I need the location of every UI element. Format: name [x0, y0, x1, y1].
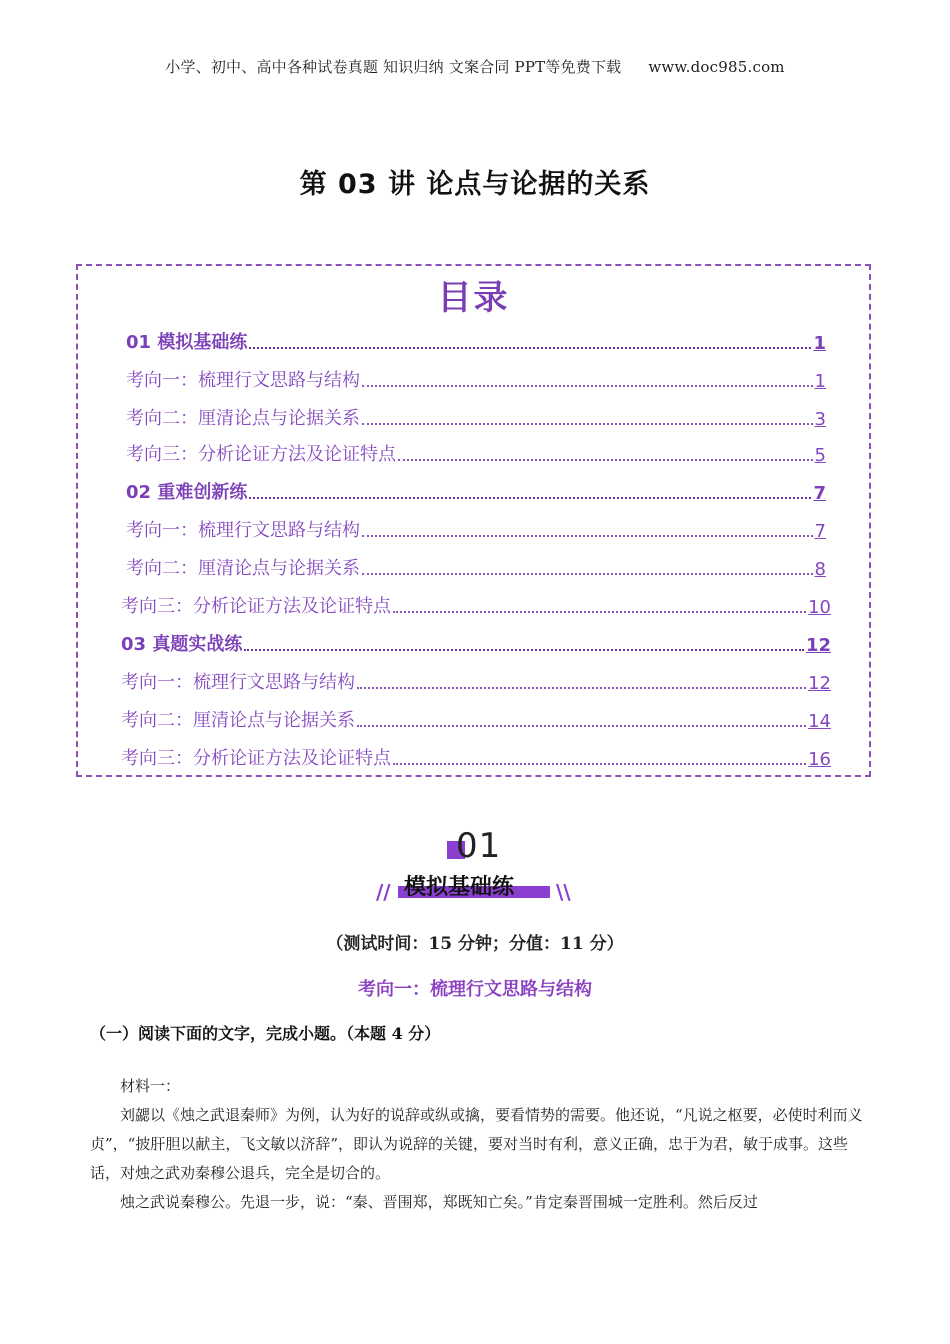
- toc-dots: [249, 346, 811, 349]
- toc-entry-page[interactable]: 12: [805, 635, 831, 656]
- toc-entry-label: 考向一：梳理行文思路与结构: [126, 520, 360, 541]
- question-heading: （一）阅读下面的文字，完成小题。（本题 4 分）: [90, 1024, 441, 1043]
- toc-entry-page[interactable]: 8: [814, 559, 826, 580]
- toc-entry[interactable]: [121, 670, 831, 694]
- toc-entry-page[interactable]: 1: [814, 371, 826, 392]
- toc-dots: [244, 648, 804, 651]
- toc-entry[interactable]: [121, 632, 831, 656]
- toc-entry-page[interactable]: 5: [814, 445, 826, 466]
- toc-dots: [393, 762, 806, 765]
- toc-entry-page[interactable]: 16: [808, 749, 831, 770]
- toc-dots: [398, 458, 813, 461]
- toc-dots: [362, 384, 813, 387]
- toc-dots: [249, 496, 811, 499]
- toc-entry[interactable]: [126, 368, 826, 392]
- test-info: （测试时间：15 分钟；分值：11 分）: [326, 934, 624, 954]
- toc-entry-label: 考向一：梳理行文思路与结构: [121, 672, 355, 693]
- toc-entry-label: 考向三：分析论证方法及论证特点: [121, 596, 391, 617]
- toc-entry[interactable]: [126, 518, 826, 542]
- section-badge: [0, 826, 950, 906]
- toc-entry-page[interactable]: 10: [808, 597, 831, 618]
- page-title: 第 03 讲 论点与论据的关系: [299, 169, 651, 200]
- toc-entry[interactable]: [121, 708, 831, 732]
- table-of-contents: [76, 264, 871, 777]
- toc-title: 目录: [437, 278, 510, 318]
- toc-entry[interactable]: [126, 330, 826, 354]
- toc-entry[interactable]: [126, 480, 826, 504]
- toc-entry-page[interactable]: 7: [813, 483, 826, 504]
- decor-slash-right: \\: [556, 880, 571, 904]
- direction-heading: 考向一：梳理行文思路与结构: [358, 979, 592, 1000]
- section-number: 01: [456, 826, 502, 866]
- toc-entry-label: 03 真题实战练: [121, 634, 243, 655]
- toc-dots: [357, 686, 806, 689]
- page-header: [0, 56, 950, 77]
- toc-entry-label: 考向三：分析论证方法及论证特点: [121, 748, 391, 769]
- toc-entry-label: 考向二：厘清论点与论据关系: [126, 408, 360, 429]
- material-paragraph: 刘勰以《烛之武退秦师》为例，认为好的说辞或纵或擒，要看情势的需要。他还说，“凡说之枢要，必使时利而义贞”，“披肝胆以献主，飞文敏以济辞”，即认为说辞的关键，要对当时有利，意义正确，忠于为君，敏于成事。这些话，对烛之武劝秦穆公退兵，完全是切合的。: [90, 1106, 863, 1182]
- toc-dots: [362, 422, 813, 425]
- material-label: 材料一：: [120, 1077, 181, 1095]
- material-text: [90, 1072, 870, 1217]
- toc-entry-page[interactable]: 7: [814, 521, 826, 542]
- toc-entry[interactable]: [126, 442, 826, 466]
- toc-dots: [393, 610, 806, 613]
- toc-dots: [362, 572, 813, 575]
- toc-entry-page[interactable]: 3: [814, 409, 826, 430]
- toc-entry-label: 01 模拟基础练: [126, 332, 248, 353]
- decor-slash-left: //: [376, 880, 391, 904]
- toc-entry-page[interactable]: 12: [808, 673, 831, 694]
- toc-entry-label: 考向二：厘清论点与论据关系: [121, 710, 355, 731]
- toc-entry-page[interactable]: 14: [808, 711, 831, 732]
- toc-entry[interactable]: [121, 746, 831, 770]
- header-url[interactable]: www.doc985.com: [648, 58, 785, 76]
- toc-entry-label: 考向一：梳理行文思路与结构: [126, 370, 360, 391]
- header-text: 小学、初中、高中各种试卷真题 知识归纳 文案合同 PPT等免费下载: [165, 58, 622, 76]
- toc-entry[interactable]: [126, 556, 826, 580]
- material-paragraph: 烛之武说秦穆公。先退一步，说：“秦、晋围郑，郑既知亡矣。”肯定秦晋围城一定胜利。然后反过: [120, 1193, 758, 1211]
- toc-dots: [357, 724, 806, 727]
- toc-entry[interactable]: [126, 406, 826, 430]
- toc-entry-label: 考向三：分析论证方法及论证特点: [126, 444, 396, 465]
- toc-dots: [362, 534, 813, 537]
- toc-entry-page[interactable]: 1: [813, 333, 826, 354]
- section-label: 模拟基础练: [404, 875, 515, 900]
- toc-entry-label: 02 重难创新练: [126, 482, 248, 503]
- toc-entry-label: 考向二：厘清论点与论据关系: [126, 558, 360, 579]
- toc-entry[interactable]: [121, 594, 831, 618]
